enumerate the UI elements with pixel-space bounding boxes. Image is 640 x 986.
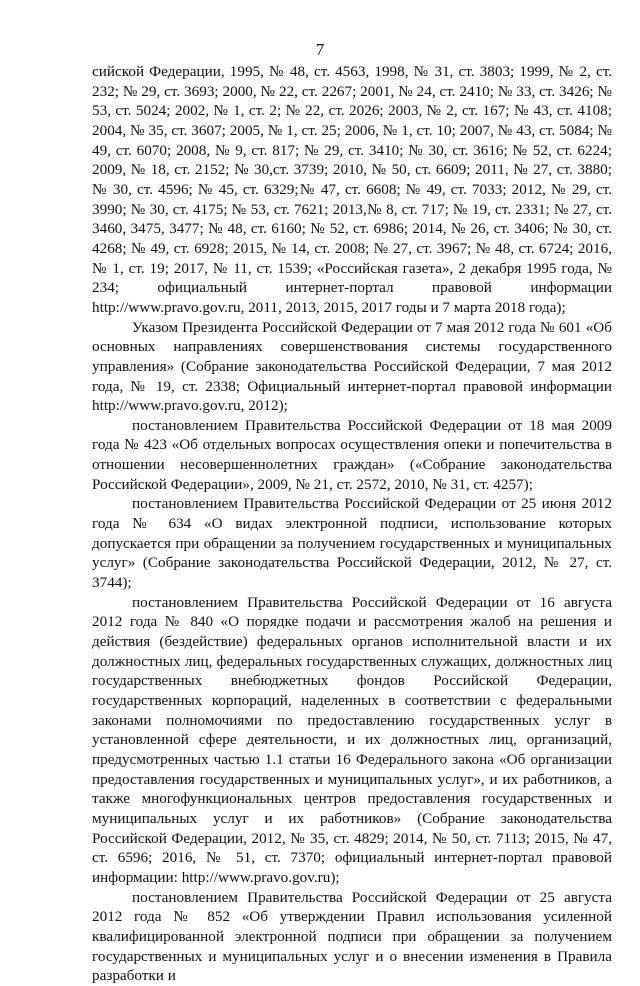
paragraph-government-resolution-634: постановлением Правительства Российской Федерации от 25 июня 2012 года № 634 «О видах электронной подписи, использование которых допускается при обращении за получением государственных и муниципальных услуг» (Собрание законодательства Российской Федерации, 2012, № 27, ст. 3744);: [92, 495, 612, 592]
paragraph-presidential-decree-601: Указом Президента Российской Федерации от 7 мая 2012 года № 601 «Об основных направлениях совершенствования системы государственного управления» (Собрание законодательства Российской Федерации, 7 мая 2012 года, № 19, ст. 2338; Официальный интернет-портал правовой информации http://www.pravo.gov.ru, 2012);: [92, 318, 612, 415]
paragraph-government-resolution-852: постановлением Правительства Российской Федерации от 25 августа 2012 года № 852 «Об утверждении Правил использования усиленной квалифицированной электронной подписи при обращении за получением государственных и муниципальных услуг и о внесении изменения в Правила разработки и: [92, 888, 612, 985]
paragraph-legislation-sources-continued: сийской Федерации, 1995, № 48, ст. 4563, 1998, № 31, ст. 3803; 1999, № 2, ст. 232; № 29, ст. 3693; 2000, № 22, ст. 2267; 2001, № 24, ст. 2410; № 33, ст. 3426; № 53, ст. 5024; 2002, № 1, ст. 2; № 22, ст. 2026; 2003, № 2, ст. 167; № 43, ст. 4108; 2004, № 35, ст. 3607; 2005, № 1, ст. 25; 2006, № 1, ст. 10; 2007, № 43, ст. 5084; № 49, ст. 6070; 2008, № 9, ст. 817; № 29, ст. 3410; № 30, ст. 3616; № 52, ст. 6224; 2009, № 18, ст. 2152; № 30,ст. 3739; 2010, № 50, ст. 6609; 2011, № 27, ст. 3880; № 30, ст. 4596; № 45, ст. 6329;№ 47, ст. 6608; № 49, ст. 7033; 2012, № 29, ст. 3990; № 30, ст. 4175; № 53, ст. 7621; 2013,№ 8, ст. 717; № 19, ст. 2331; № 27, ст. 3460, 3475, 3477; № 48, ст. 6160; № 52, ст. 6986; 2014, № 26, ст. 3406; № 30, ст. 4268; № 49, ст. 6928; 2015, № 14, ст. 2008; № 27, ст. 3967; № 48, ст. 6724; 2016, № 1, ст. 19; 2017, № 11, ст. 1539; «Российская газета», 2 декабря 1995 года, № 234; официальный интернет-портал правовой информации http://www.pravo.gov.ru, 2011, 2013, 2015, 2017 годы и 7 марта 2018 года);: [92, 63, 612, 316]
paragraph-government-resolution-840: постановлением Правительства Российской Федерации от 16 августа 2012 года № 840 «О порядке подачи и рассмотрения жалоб на решения и действия (бездействие) федеральных органов исполнительной власти и их должностных лиц, федеральных государственных служащих, должностных лиц государственных внебюджетных фондов Российской Федерации, государственных корпораций, наделенных в соответствии с федеральными законами полномочиями по предоставлению государственных услуг в установленной сфере деятельности, и их должностных лиц, организаций, предусмотренных частью 1.1 статьи 16 Федерального закона «Об организации предоставления государственных и муниципальных услуг», и их работников, а также многофункциональных центров предоставления государственных и муниципальных услуг и их работников» (Собрание законодательства Российской Федерации, 2012, № 35, ст. 4829; 2014, № 50, ст. 7113; 2015, № 47, ст. 6596; 2016, № 51, ст. 7370; официальный интернет-портал правовой информации: http://www.pravo.gov.ru);: [92, 593, 612, 886]
page-number: 7: [315, 40, 325, 59]
paragraph-government-resolution-423: постановлением Правительства Российской Федерации от 18 мая 2009 года № 423 «Об отдельных вопросах осуществления опеки и попечительства в отношении несовершеннолетних граждан» («Собрание законодательства Российской Федерации», 2009, № 21, ст. 2572, 2010, № 31, ст. 4257);: [92, 416, 612, 493]
document-body: [92, 62, 612, 986]
